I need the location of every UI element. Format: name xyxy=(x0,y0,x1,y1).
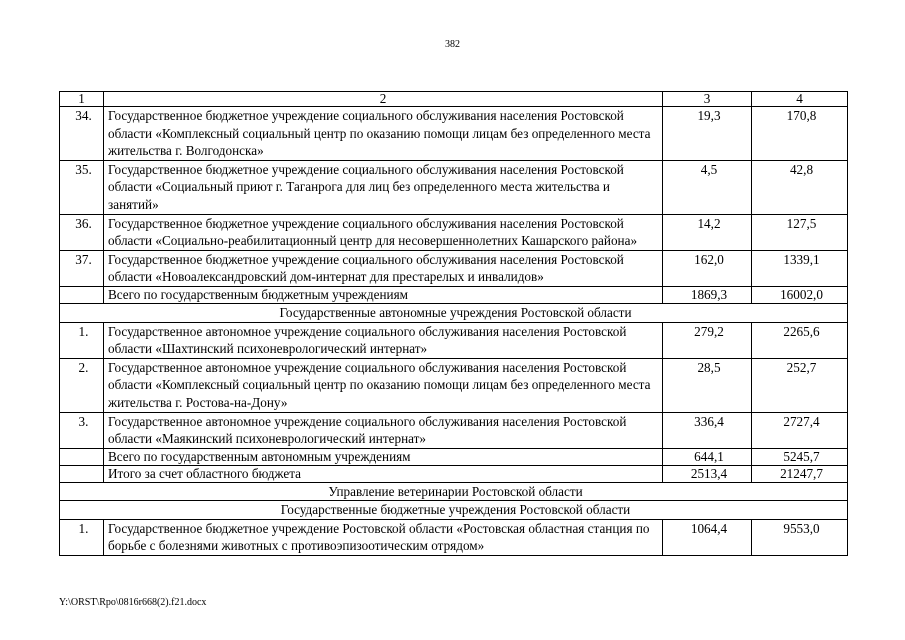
section-heading: Государственные бюджетные учреждения Ростовской области xyxy=(60,501,848,520)
total-label: Всего по государственным автономным учреждениям xyxy=(104,448,663,465)
header-col-3: 3 xyxy=(663,92,752,107)
row-number-cell xyxy=(60,465,104,482)
value-col-4: 2727,4 xyxy=(752,412,848,448)
value-col-4: 21247,7 xyxy=(752,465,848,482)
value-col-3: 336,4 xyxy=(663,412,752,448)
budget-table xyxy=(59,91,848,556)
institution-name: Государственное бюджетное учреждение социального обслуживания населения Ростовской области «Новоалександровский дом-интернат для престарелых и инвалидов» xyxy=(104,250,663,286)
total-row xyxy=(60,465,848,482)
row-number: 2. xyxy=(60,358,104,412)
table-row xyxy=(60,322,848,358)
table-row xyxy=(60,160,848,214)
table-row xyxy=(60,107,848,161)
section-heading: Управление ветеринарии Ростовской области xyxy=(60,482,848,501)
row-number: 34. xyxy=(60,107,104,161)
section-heading: Государственные автономные учреждения Ростовской области xyxy=(60,303,848,322)
row-number: 3. xyxy=(60,412,104,448)
institution-name: Государственное автономное учреждение социального обслуживания населения Ростовской области «Шахтинский психоневрологический интернат» xyxy=(104,322,663,358)
table-header-row xyxy=(60,92,848,107)
table-body xyxy=(60,92,848,556)
row-number: 1. xyxy=(60,519,104,555)
institution-name: Государственное бюджетное учреждение Ростовской области «Ростовская областная станция по борьбе с болезнями животных с противоэпизоотическим отрядом» xyxy=(104,519,663,555)
table-row xyxy=(60,412,848,448)
value-col-3: 644,1 xyxy=(663,448,752,465)
total-label: Всего по государственным бюджетным учреждениям xyxy=(104,286,663,303)
footer-file-path: Y:\ORST\Rpo\0816r668(2).f21.docx xyxy=(59,597,207,608)
value-col-3: 4,5 xyxy=(663,160,752,214)
value-col-3: 28,5 xyxy=(663,358,752,412)
section-heading-row xyxy=(60,482,848,501)
value-col-4: 252,7 xyxy=(752,358,848,412)
row-number: 1. xyxy=(60,322,104,358)
total-label: Итого за счет областного бюджета xyxy=(104,465,663,482)
value-col-4: 16002,0 xyxy=(752,286,848,303)
institution-name: Государственное бюджетное учреждение социального обслуживания населения Ростовской области «Комплексный социальный центр по оказанию помощи лицам без определенного места жительства г. Волгодонска» xyxy=(104,107,663,161)
total-row xyxy=(60,286,848,303)
value-col-4: 42,8 xyxy=(752,160,848,214)
total-row xyxy=(60,448,848,465)
value-col-4: 9553,0 xyxy=(752,519,848,555)
table-row xyxy=(60,250,848,286)
institution-name: Государственное бюджетное учреждение социального обслуживания населения Ростовской области «Социальный приют г. Таганрога для лиц без определенного места жительства и занятий» xyxy=(104,160,663,214)
table-row xyxy=(60,214,848,250)
header-col-2: 2 xyxy=(104,92,663,107)
section-heading-row xyxy=(60,303,848,322)
row-number: 37. xyxy=(60,250,104,286)
header-col-4: 4 xyxy=(752,92,848,107)
row-number-cell xyxy=(60,286,104,303)
value-col-4: 5245,7 xyxy=(752,448,848,465)
value-col-3: 279,2 xyxy=(663,322,752,358)
institution-name: Государственное автономное учреждение социального обслуживания населения Ростовской области «Маякинский психоневрологический интернат» xyxy=(104,412,663,448)
row-number-cell xyxy=(60,448,104,465)
header-col-1: 1 xyxy=(60,92,104,107)
value-col-3: 19,3 xyxy=(663,107,752,161)
row-number: 35. xyxy=(60,160,104,214)
institution-name: Государственное автономное учреждение социального обслуживания населения Ростовской области «Комплексный социальный центр по оказанию помощи лицам без определенного места жительства г. Ростова-на-Дону» xyxy=(104,358,663,412)
value-col-3: 162,0 xyxy=(663,250,752,286)
table-row xyxy=(60,358,848,412)
value-col-3: 1869,3 xyxy=(663,286,752,303)
table-row xyxy=(60,519,848,555)
value-col-4: 1339,1 xyxy=(752,250,848,286)
value-col-4: 170,8 xyxy=(752,107,848,161)
section-heading-row xyxy=(60,501,848,520)
row-number: 36. xyxy=(60,214,104,250)
institution-name: Государственное бюджетное учреждение социального обслуживания населения Ростовской области «Социально-реабилитационный центр для несовершеннолетних Кашарского района» xyxy=(104,214,663,250)
page-number: 382 xyxy=(445,39,460,50)
value-col-3: 1064,4 xyxy=(663,519,752,555)
value-col-4: 127,5 xyxy=(752,214,848,250)
value-col-3: 14,2 xyxy=(663,214,752,250)
value-col-4: 2265,6 xyxy=(752,322,848,358)
value-col-3: 2513,4 xyxy=(663,465,752,482)
